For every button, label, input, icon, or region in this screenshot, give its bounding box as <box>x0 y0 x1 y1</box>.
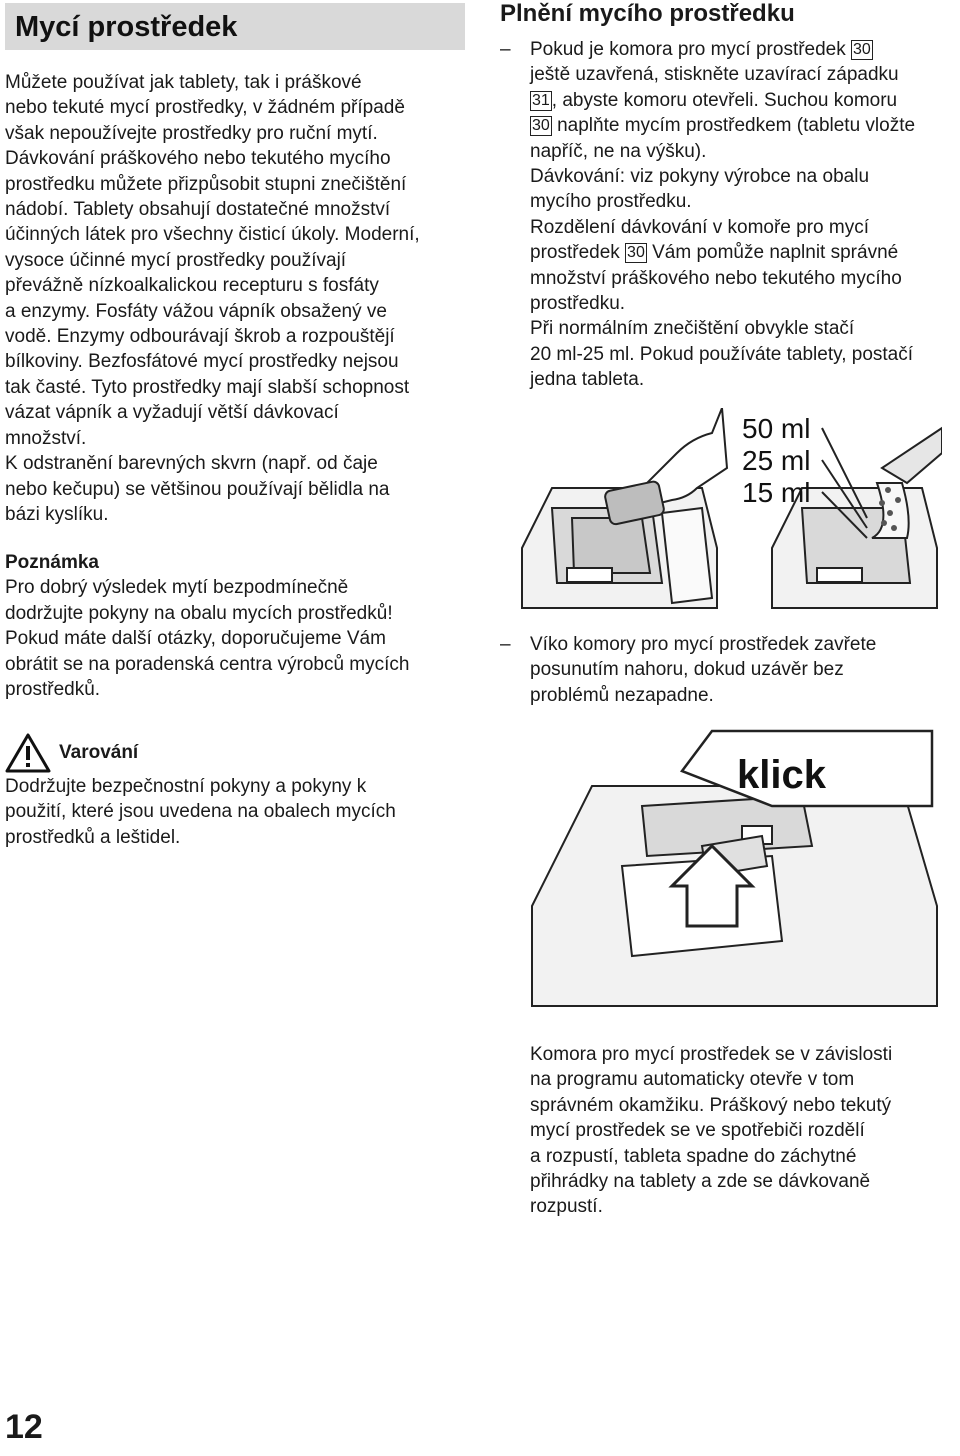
intro-line: Dávkování práškového nebo tekutého mycího <box>5 148 391 170</box>
intro-line: nebo tekuté mycí prostředky, v žádném případě <box>5 97 405 119</box>
step-2-text <box>530 632 950 708</box>
auto-open-paragraph <box>530 1042 950 1220</box>
auto-open-line: Komora pro mycí prostředek se v závislosti <box>530 1044 893 1065</box>
note-line: dodržujte pokyny na obalu mycích prostředků! <box>5 602 393 624</box>
warning-line: Dodržujte bezpečnostní pokyny a pokyny k <box>5 776 367 797</box>
warning-line: použití, které jsou uvedena na obalech mycích <box>5 801 396 823</box>
warning-header <box>5 732 465 774</box>
dose-label-15: 15 ml <box>742 477 811 508</box>
intro-line: vodě. Enzymy odbourávají škrob a rozpouštějí <box>5 326 395 348</box>
page-number: 12 <box>5 1408 43 1446</box>
left-column <box>5 3 465 527</box>
auto-open-line: a rozpustí, tableta spadne do záchytné <box>530 1145 857 1167</box>
step-1-line: Při normálním znečištění obvykle stačí <box>530 318 855 340</box>
warning-title: Varování <box>59 742 139 763</box>
klick-label: klick <box>737 753 826 797</box>
step-2-line: Víko komory pro mycí prostředek zavřete <box>530 634 877 655</box>
dose-label-50: 50 ml <box>742 413 811 444</box>
dispenser-close-illustration <box>512 726 942 1022</box>
step-2-line: problémů nezapadne. <box>530 684 714 706</box>
intro-line: nádobí. Tablety obsahují dostatečné množství <box>5 199 391 221</box>
step-1-line: mycího prostředku. <box>530 191 692 213</box>
part-number-box: 31 <box>532 91 550 109</box>
step-1-line: napříč, ne na výšku). <box>530 140 707 162</box>
intro-line: účinných látek pro všechny čisticí úkoly. Moderní, <box>5 224 420 246</box>
note-title: Poznámka <box>5 552 99 573</box>
intro-line: vázat vápník a vyžadují větší dávkovací <box>5 402 339 424</box>
intro-line: nebo kečupu) se většinou používají bělidla na <box>5 478 390 500</box>
step-1-line: jedna tableta. <box>530 369 645 391</box>
step-1-line: prostředku. <box>530 293 626 315</box>
auto-open-line: správném okamžiku. Práškový nebo tekutý <box>530 1094 892 1116</box>
intro-line: Můžete používat jak tablety, tak i práškové <box>5 72 362 93</box>
intro-line: K odstranění barevných skvrn (např. od čaje <box>5 453 378 475</box>
step-1-line: Pokud je komora pro mycí prostředek 30 <box>530 39 871 60</box>
auto-open-line: rozpustí. <box>530 1196 603 1218</box>
step-1-line: množství práškového nebo tekutého mycího <box>530 267 902 289</box>
note-line: Pro dobrý výsledek mytí bezpodmínečně <box>5 577 349 599</box>
intro-line: prostředku můžete přizpůsobit stupni znečištění <box>5 173 407 195</box>
step-1 <box>500 37 958 393</box>
section-title: Mycí prostředek <box>5 3 465 50</box>
note-body <box>5 575 465 702</box>
intro-line: převážně nízkoalkalickou recepturu s fosfáty <box>5 275 379 297</box>
right-column <box>500 0 958 393</box>
step-1-line: Dávkování: viz pokyny výrobce na obalu <box>530 166 870 188</box>
bullet-dash: – <box>500 39 511 60</box>
intro-line: bázi kyslíku. <box>5 503 109 525</box>
auto-open-line: na programu automaticky otevře v tom <box>530 1069 855 1091</box>
filling-heading: Plnění mycího prostředku <box>500 0 795 27</box>
note-line: obrátit se na poradenská centra výrobců mycích <box>5 653 410 675</box>
warning-triangle-icon <box>5 733 51 773</box>
step-1-line: Rozdělení dávkování v komoře pro mycí <box>530 216 869 238</box>
step-1-text <box>530 37 958 393</box>
warning-body <box>5 774 465 850</box>
step-1-line: 30 naplňte mycím prostředkem (tabletu vložte <box>532 115 916 137</box>
step-1-line: ještě uzavřená, stiskněte uzavírací západku <box>530 64 899 86</box>
note-box <box>5 550 465 702</box>
intro-line: bílkoviny. Bezfosfátové mycí prostředky nejsou <box>5 351 399 373</box>
part-number-box: 30 <box>853 41 871 58</box>
intro-line: vysoce účinné mycí prostředky používají <box>5 249 347 271</box>
dispenser-fill-illustration <box>512 408 942 620</box>
intro-line: a enzymy. Fosfáty vážou vápník obsažený ve <box>5 300 387 322</box>
intro-line: tak časté. Tyto prostředky mají slabší schopnost <box>5 376 410 398</box>
note-line: Pokud máte další otázky, doporučujeme Vám <box>5 628 386 650</box>
step-1-line: 31 , abyste komoru otevřeli. Suchou komoru <box>532 89 898 111</box>
intro-line: však nepoužívejte prostředky pro ruční mytí. <box>5 122 378 144</box>
note-line: prostředků. <box>5 679 101 701</box>
step-2-line: posunutím nahoru, dokud uzávěr bez <box>530 659 844 681</box>
warning-line: prostředků a leštidel. <box>5 826 181 848</box>
dose-label-25: 25 ml <box>742 445 811 476</box>
warning-box <box>5 732 465 850</box>
auto-open-line: mycí prostředek se ve spotřebiči rozdělí <box>530 1120 865 1142</box>
auto-open-line: přihrádky na tablety a zde se dávkovaně <box>530 1171 871 1193</box>
step-1-line: 20 ml-25 ml. Pokud používáte tablety, postačí <box>530 343 914 365</box>
part-number-box: 30 <box>532 117 550 135</box>
intro-paragraph <box>5 70 465 527</box>
part-number-box: 30 <box>627 244 645 262</box>
bullet-dash: – <box>500 634 511 655</box>
step-1-line: prostředek 30 Vám pomůže naplnit správné <box>530 242 899 264</box>
step-2 <box>500 632 950 708</box>
intro-line: množství. <box>5 427 87 449</box>
